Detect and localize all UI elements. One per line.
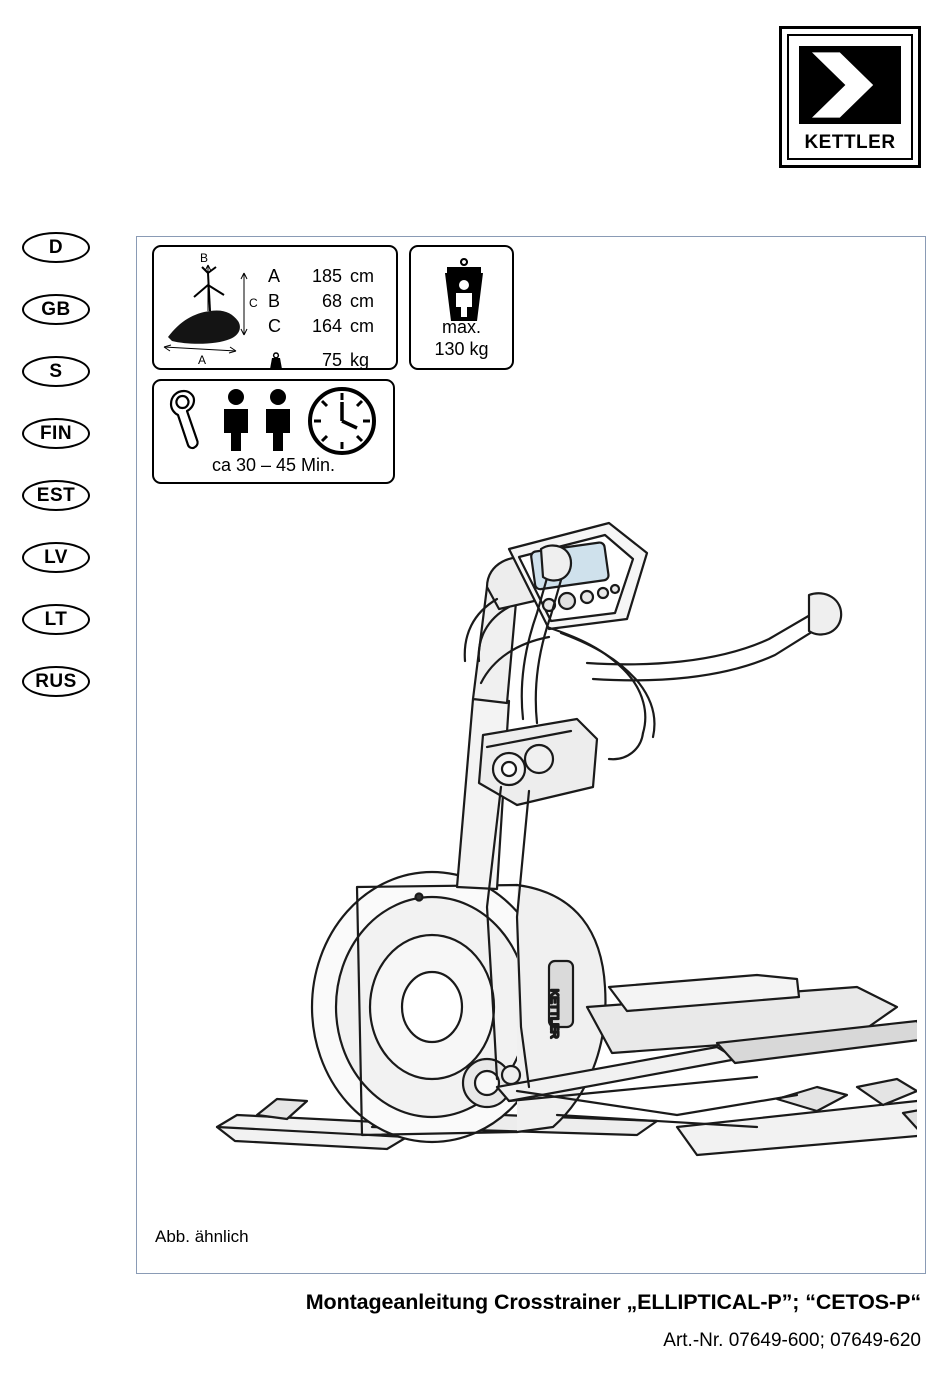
language-tab-rus[interactable]: RUS [22, 666, 90, 697]
dim-value: 185 [311, 266, 342, 286]
wrench-icon [162, 387, 214, 453]
dim-value: 164 [311, 316, 342, 336]
max-load-label [411, 316, 512, 360]
crosstrainer-illustration [157, 487, 917, 1207]
article-number: Art.-Nr. 07649-600; 07649-620 [663, 1330, 921, 1351]
dim-unit: cm [350, 291, 374, 311]
label-b: B [200, 251, 209, 265]
dim-value: 68 [321, 291, 342, 311]
dimensions-table [266, 263, 386, 374]
machine-weight-unit: kg [350, 350, 370, 370]
person-icon [216, 387, 256, 453]
weight-icon [268, 340, 298, 372]
table-row [268, 265, 384, 288]
dim-letter: A [268, 266, 281, 286]
language-tab-fin[interactable]: FIN [22, 418, 90, 449]
table-row [268, 290, 384, 313]
dim-letter: B [268, 291, 281, 311]
language-tab-lv[interactable]: LV [22, 542, 90, 573]
max-load-info-box [409, 245, 514, 370]
language-tab-list [22, 232, 114, 728]
table-row [268, 340, 384, 372]
dimensions-diagram-icon [158, 251, 266, 369]
svg-text:KETTLER: KETTLER [548, 989, 560, 1039]
dim-letter: C [268, 316, 281, 336]
language-tab-gb[interactable]: GB [22, 294, 90, 325]
logo-wordmark: KETTLER [804, 132, 896, 153]
dim-unit: cm [350, 316, 374, 336]
assembly-info-box [152, 379, 395, 484]
assembly-time-label: ca 30 – 45 Min. [211, 455, 336, 475]
chevron-logo-icon [799, 46, 901, 124]
label-a: A [198, 353, 207, 367]
machine-weight-value: 75 [321, 350, 342, 370]
kettler-logo [779, 26, 921, 168]
figure-frame [136, 236, 926, 1274]
language-tab-s[interactable]: S [22, 356, 90, 387]
label-c: C [249, 296, 258, 310]
language-tab-est[interactable]: EST [22, 480, 90, 511]
language-tab-d[interactable]: D [22, 232, 90, 263]
logo-inner-border [787, 34, 913, 160]
person-icon [258, 387, 298, 453]
page-title: Montageanleitung Crosstrainer „ELLIPTICAL-P”; “CETOS-P“ [305, 1290, 921, 1314]
max-load-line1: max. [441, 317, 481, 337]
dim-unit: cm [350, 266, 374, 286]
dimensions-info-box [152, 245, 398, 370]
table-row [268, 315, 384, 338]
figure-note: Abb. ähnlich [155, 1227, 249, 1246]
language-tab-lt[interactable]: LT [22, 604, 90, 635]
clock-icon [306, 385, 378, 457]
max-load-line2: 130 kg [434, 339, 489, 359]
